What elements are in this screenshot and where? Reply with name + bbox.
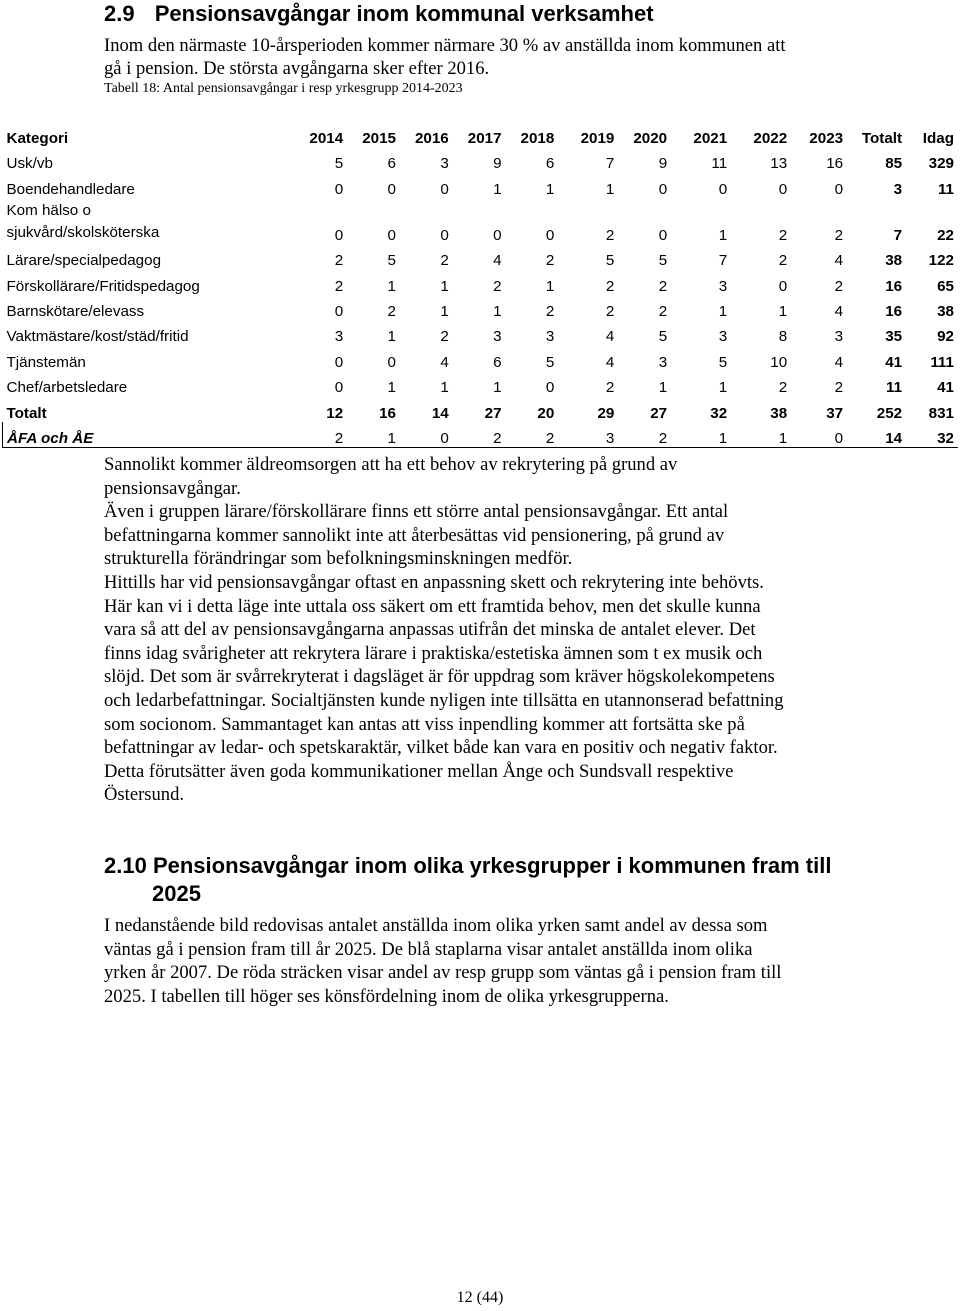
table-cell: 2 xyxy=(778,379,788,397)
table-cell: 3 xyxy=(834,328,844,346)
table-cell: 4 xyxy=(605,353,615,371)
body-line: väntas gå i pension fram till år 2025. De blå staplarna visar antalet anställda inom olika xyxy=(104,938,753,960)
body-line: finns idag svårigheter att rekrytera lärare i praktiska/estetiska ämnen som t ex musik och xyxy=(104,642,763,664)
body-line: yrken år 2007. De röda sträcken visar andel av resp grupp som väntas gå i pension fram till xyxy=(104,962,782,984)
table-cell: 1 xyxy=(671,422,731,448)
table-cell: 2 xyxy=(453,422,506,448)
header-cell: 2019 xyxy=(580,130,615,147)
table-cell: 32 xyxy=(710,404,728,422)
table-cell: 22 xyxy=(937,226,954,244)
table-cell: 2 xyxy=(605,302,615,320)
table-cell: 38 xyxy=(885,252,903,270)
table-cell: 4 xyxy=(834,353,844,371)
table-row xyxy=(3,244,959,269)
table-row xyxy=(3,172,959,197)
table-cell: 5 xyxy=(658,328,668,346)
row-category: Boendehandledare xyxy=(6,180,135,198)
page-number: 12 (44) xyxy=(456,1289,504,1306)
table-cell: 1 xyxy=(440,277,449,295)
table-cell: 2 xyxy=(440,252,449,270)
row-category: Chef/arbetsledare xyxy=(6,379,128,397)
body-line: Hittills har vid pensionsavgångar oftast en anpassning skett och rekrytering inte behövts. xyxy=(104,572,764,593)
table-cell: 38 xyxy=(937,302,954,320)
table-cell: 1 xyxy=(387,328,396,346)
table-cell: 0 xyxy=(400,422,453,448)
table-cell: 6 xyxy=(493,353,502,371)
table-cell: 3 xyxy=(893,180,903,198)
table-cell: 12 xyxy=(326,404,344,422)
table-cell: 0 xyxy=(387,180,396,198)
table-cell: 1 xyxy=(387,379,396,397)
table-cell: 3 xyxy=(334,328,344,346)
table-cell: 111 xyxy=(930,353,954,371)
body-line: slöjd. Det som är svårrekryterat i dagsläget är för uppdrag som kräver högskolekompetens xyxy=(104,666,775,688)
body-line: befattningarna kommer sannolikt inte att återbesättas vid pensionering, på grund av xyxy=(104,524,725,546)
table-cell: 2 xyxy=(605,277,615,295)
table-cell: 13 xyxy=(770,155,788,173)
header-cell: 2016 xyxy=(414,130,449,147)
row-category: Kom hälso o sjukvård/skolsköterska xyxy=(6,201,160,241)
table-cell: 0 xyxy=(778,180,788,198)
table-cell: 1 xyxy=(545,277,555,295)
table-cell: 65 xyxy=(937,277,954,295)
table-cell: 0 xyxy=(658,226,668,244)
section-number: 2.10 xyxy=(104,853,147,878)
table-cell: 0 xyxy=(387,226,396,244)
table-row xyxy=(3,371,959,396)
table-cell: 37 xyxy=(826,404,844,422)
table-cell: 11 xyxy=(886,379,903,397)
table-cell: 1 xyxy=(778,302,788,320)
table-cell: 7 xyxy=(605,155,615,173)
header-cell: 2014 xyxy=(309,130,344,147)
row-category: Lärare/specialpedagog xyxy=(6,252,162,270)
table-cell: 7 xyxy=(893,226,903,244)
table-cell: 2 xyxy=(834,226,844,244)
body-line: Östersund. xyxy=(104,784,185,806)
table-cell: 0 xyxy=(334,353,344,371)
header-cell: 2015 xyxy=(362,130,396,147)
table-cell: 0 xyxy=(658,180,668,198)
table-cell: 16 xyxy=(885,277,903,295)
table-cell: 1 xyxy=(658,379,668,397)
header-cell: Kategori xyxy=(6,130,69,147)
body-line: 2025. I tabellen till höger ses könsfördelning inom de olika yrkesgrupperna. xyxy=(104,985,669,1007)
table-cell: 2 xyxy=(778,226,788,244)
table-cell: 1 xyxy=(440,302,449,320)
table-cell: 2 xyxy=(778,252,788,270)
body-line: strukturella förändringar som befolkningsminskningen medför. xyxy=(104,548,573,570)
table-cell: 1 xyxy=(605,180,615,198)
table-cell: 2 xyxy=(334,252,344,270)
table-cell: 6 xyxy=(387,155,396,173)
table-cell: 0 xyxy=(334,302,344,320)
row-category: Usk/vb xyxy=(6,155,53,173)
table-cell: 1 xyxy=(387,277,396,295)
table-cell: 3 xyxy=(718,328,728,346)
table-cell: 29 xyxy=(597,404,615,422)
table-cell: 329 xyxy=(928,155,954,173)
table-cell: 3 xyxy=(440,155,449,173)
table-cell: 1 xyxy=(493,379,502,397)
table-cell: 5 xyxy=(387,252,396,270)
table-cell: 0 xyxy=(545,379,555,397)
table-row xyxy=(3,147,959,172)
table-row xyxy=(3,345,959,370)
header-cell: 2023 xyxy=(809,130,844,147)
header-cell: 2020 xyxy=(633,130,668,147)
table-cell: 2 xyxy=(605,379,615,397)
table-cell: 20 xyxy=(537,404,555,422)
row-category: ÅFA och ÅE xyxy=(3,422,278,448)
header-cell: 2018 xyxy=(520,130,555,147)
table-cell: 1 xyxy=(545,180,555,198)
body-line: befattningar av ledar- och spetskaraktär, vilket både kan vara en positiv och negativ faktor. xyxy=(104,737,778,759)
table-cell: 2 xyxy=(440,328,449,346)
header-cell: Totalt xyxy=(861,130,903,147)
table-cell: 0 xyxy=(440,226,449,244)
table-cell: 38 xyxy=(770,404,788,422)
table-cell: 9 xyxy=(493,155,502,173)
table-cell: 1 xyxy=(718,226,728,244)
table-cell: 0 xyxy=(778,277,788,295)
header-cell: 2022 xyxy=(753,130,788,147)
table-cell: 41 xyxy=(885,353,903,371)
table-cell: 252 xyxy=(876,404,903,422)
table-row xyxy=(3,320,959,345)
table-cell: 16 xyxy=(379,404,396,422)
table-cell: 2 xyxy=(506,422,559,448)
body-line: Detta förutsätter även goda kommunikationer mellan Ånge och Sundsvall respektive xyxy=(104,760,734,782)
table-cell: 4 xyxy=(605,328,615,346)
body-line: Sannolikt kommer äldreomsorgen att ha ett behov av rekrytering på grund av xyxy=(104,454,678,475)
table-cell: 0 xyxy=(334,226,344,244)
table-cell: 0 xyxy=(387,353,396,371)
table-cell: 1 xyxy=(493,302,502,320)
table-cell: 3 xyxy=(658,353,668,371)
table-cell: 5 xyxy=(718,353,728,371)
table-row xyxy=(3,396,959,421)
table-row xyxy=(3,269,959,294)
body-line: som socionom. Sammantaget kan antas att viss inpendling kommer att fortsätta ske på xyxy=(104,713,745,735)
table-cell: 0 xyxy=(718,180,728,198)
section-title-line-1: Pensionsavgångar inom olika yrkesgrupper i kommunen fram till xyxy=(152,853,832,878)
table-cell: 5 xyxy=(334,155,344,173)
table-cell: 1 xyxy=(718,302,728,320)
table-cell: 0 xyxy=(545,226,555,244)
table-cell: 4 xyxy=(834,302,844,320)
table-cell: 0 xyxy=(834,180,844,198)
table-cell: 0 xyxy=(791,422,847,448)
table-row xyxy=(3,422,959,448)
table-cell: 0 xyxy=(334,180,344,198)
table-cell: 122 xyxy=(928,252,954,270)
section-title: Pensionsavgångar inom kommunal verksamhet xyxy=(154,1,654,26)
table-cell: 14 xyxy=(847,422,906,448)
table-cell: 27 xyxy=(484,404,502,422)
body-line: och ledarbefattningar. Socialtjänsten kunde nyligen inte tillsätta en utannonserad befattning xyxy=(104,690,784,711)
table-cell: 1 xyxy=(440,379,449,397)
table-cell: 1 xyxy=(493,180,502,198)
row-category: Totalt xyxy=(6,404,47,422)
table-cell: 41 xyxy=(937,379,954,397)
table-cell: 9 xyxy=(658,155,668,173)
table-cell: 35 xyxy=(885,328,903,346)
table-cell: 2 xyxy=(334,277,344,295)
pension-table xyxy=(2,121,958,448)
table-cell: 16 xyxy=(826,155,844,173)
body-line: pensionsavgångar. xyxy=(104,477,241,499)
body-line: vara så att del av pensionsavgångarna anpassas utifrån det minska de antalet elever. Det xyxy=(104,619,756,641)
table-cell: 2 xyxy=(618,422,671,448)
table-cell: 4 xyxy=(834,252,844,270)
table-cell: 6 xyxy=(545,155,555,173)
table-cell: 5 xyxy=(658,252,668,270)
table-cell: 1 xyxy=(718,379,728,397)
row-category: Barnskötare/elevass xyxy=(6,302,145,320)
table-cell: 85 xyxy=(885,155,903,173)
table-cell: 2 xyxy=(545,252,555,270)
table-cell: 0 xyxy=(493,226,502,244)
row-category: Förskollärare/Fritidspedagog xyxy=(6,277,200,295)
table-cell: 2 xyxy=(605,226,615,244)
table-cell: 0 xyxy=(440,180,449,198)
table-cell: 2 xyxy=(278,422,347,448)
table-cell: 7 xyxy=(718,252,728,270)
table-header-row xyxy=(3,121,959,147)
header-cell: 2017 xyxy=(467,130,502,147)
table-cell: 8 xyxy=(778,328,788,346)
table-cell: 32 xyxy=(906,422,958,448)
table-cell: 2 xyxy=(658,277,668,295)
table-cell: 3 xyxy=(545,328,555,346)
table-cell: 4 xyxy=(440,353,449,371)
table-cell: 831 xyxy=(928,404,954,422)
body-line: I nedanstående bild redovisas antalet anställda inom olika yrken samt andel av dessa som xyxy=(104,915,768,936)
section-2-10-heading xyxy=(104,852,831,880)
table-cell: 2 xyxy=(658,302,668,320)
table-cell: 92 xyxy=(937,328,954,346)
table-caption: Tabell 18: Antal pensionsavgångar i resp yrkesgrupp 2014-2023 xyxy=(104,81,463,96)
body-line: Här kan vi i detta läge inte uttala oss säkert om ett framtida behov, men det skulle kunna xyxy=(104,595,761,617)
table-cell: 14 xyxy=(431,404,449,422)
table-cell: 3 xyxy=(718,277,728,295)
table-cell: 10 xyxy=(770,353,788,371)
table-cell: 27 xyxy=(650,404,668,422)
section-title-line-2: 2025 xyxy=(152,881,201,906)
table-row xyxy=(3,295,959,320)
table-cell: 1 xyxy=(731,422,791,448)
table-cell: 5 xyxy=(545,353,555,371)
section-number: 2.9 xyxy=(104,1,135,26)
intro-line-1: Inom den närmaste 10-årsperioden kommer närmare 30 % av anställda inom kommunen att xyxy=(104,35,786,56)
section-2-9-heading xyxy=(104,0,654,28)
table-cell: 5 xyxy=(605,252,615,270)
table-cell: 11 xyxy=(937,180,954,198)
table-cell: 3 xyxy=(558,422,618,448)
header-cell: Idag xyxy=(922,130,954,147)
table-cell: 3 xyxy=(493,328,502,346)
table-cell: 2 xyxy=(834,277,844,295)
row-category: Vaktmästare/kost/städ/fritid xyxy=(6,328,189,346)
table-cell: 2 xyxy=(387,302,396,320)
table-cell: 11 xyxy=(711,155,728,173)
table-row xyxy=(3,198,959,244)
table-cell: 16 xyxy=(885,302,903,320)
table-cell: 0 xyxy=(334,379,344,397)
row-category: Tjänstemän xyxy=(6,353,86,371)
intro-line-2: gå i pension. De största avgångarna sker efter 2016. xyxy=(104,58,490,79)
table-cell: 2 xyxy=(493,277,502,295)
table-cell: 2 xyxy=(545,302,555,320)
table-cell: 2 xyxy=(834,379,844,397)
table-cell: 1 xyxy=(347,422,400,448)
table-cell: 4 xyxy=(493,252,502,270)
body-line: Även i gruppen lärare/förskollärare finns ett större antal pensionsavgångar. Ett antal xyxy=(104,501,729,523)
header-cell: 2021 xyxy=(693,130,728,147)
